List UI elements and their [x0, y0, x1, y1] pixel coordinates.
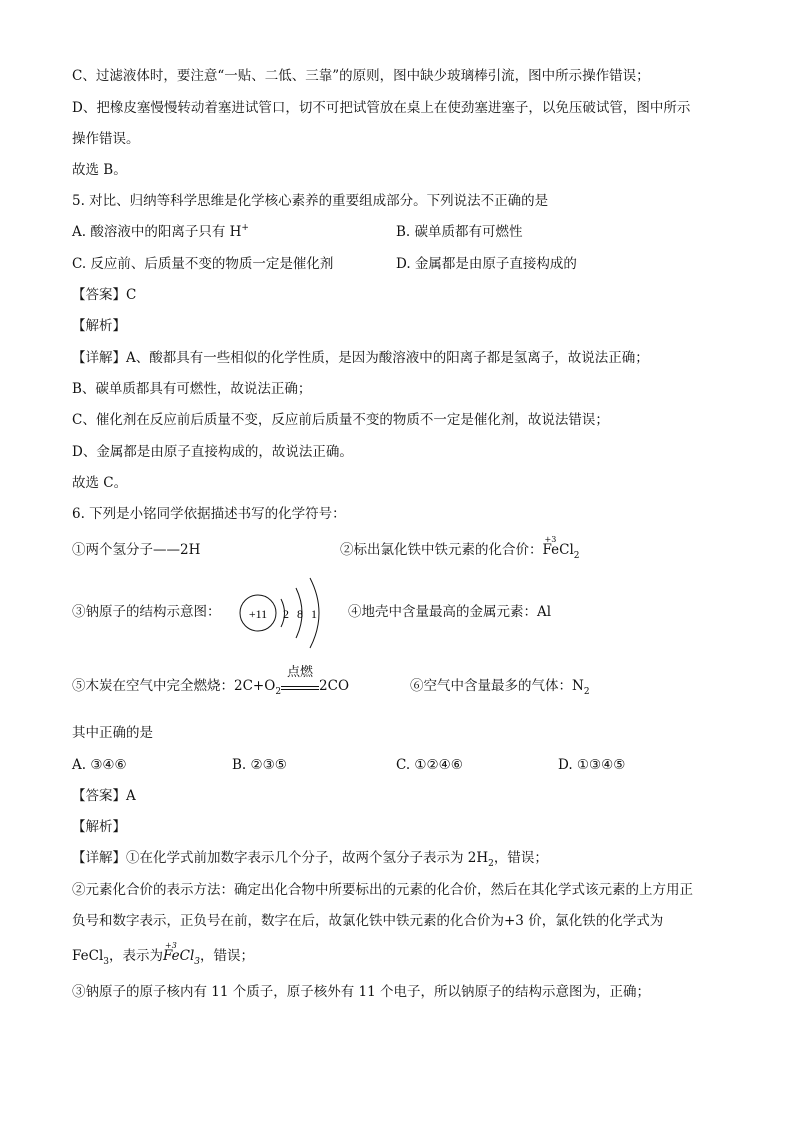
formula-text: FeCl [542, 542, 574, 558]
item-4: ④地壳中含量最高的金属元素：Al [348, 604, 552, 620]
text-line: ③钠原子的原子核内有 11 个质子，原子核外有 11 个电子，所以钠原子的结构示意图为，正确； [72, 984, 651, 1000]
text-line: C、催化剂在反应前后质量不变，反应前后质量不变的物质不一定是催化剂，故说法错误； [72, 412, 609, 428]
text-line: 【详解】A、酸都具有一些相似的化学性质，是因为酸溶液中的阳离子都是氢离子，故说法正确； [72, 350, 649, 366]
question-5: 5. 对比、归纳等科学思维是化学核心素养的重要组成部分。下列说法不正确的是 [72, 193, 549, 209]
formula-text: FeCl [163, 948, 195, 964]
equation-left: 2C+O [234, 678, 276, 694]
text-line: 故选 C。 [72, 475, 128, 491]
subscript: 2 [275, 687, 282, 697]
text-part: ，表示为 [109, 948, 163, 964]
option-5c: C. 反应前、后质量不变的物质一定是催化剂 [72, 256, 334, 272]
text-line: C、过滤液体时，要注意“一贴、二低、三靠”的原则，图中缺少玻璃棒引流，图中所示操作错误； [72, 68, 650, 84]
subscript: 2 [573, 551, 580, 561]
text-part: ，错误； [200, 948, 254, 964]
text-line [72, 849, 548, 869]
condition-text: 点燃 [287, 665, 314, 680]
item-6 [410, 677, 590, 697]
text-part: 【详解】①在化学式前加数字表示几个分子，故两个氢分子表示为 2H [72, 850, 489, 866]
shell-2-count: 8 [297, 607, 303, 621]
item-text: ⑤木炭在空气中完全燃烧： [72, 678, 234, 694]
text-line: 操作错误。 [72, 131, 140, 147]
text-line: 其中正确的是 [72, 725, 153, 741]
valence-formula [542, 535, 580, 561]
item-text: ⑥空气中含量最多的气体：N [410, 678, 584, 694]
option-5a [72, 223, 249, 243]
valence-mark: +3 [165, 941, 177, 950]
option-6d: D. ①③④⑤ [558, 757, 626, 773]
answer-label: 【答案】A [72, 788, 136, 804]
text-line: D、金属都是由原子直接构成的，故说法正确。 [72, 444, 353, 460]
reaction-condition [281, 665, 319, 690]
text-part: ，错误； [493, 850, 548, 866]
shell-3-count: 1 [311, 607, 317, 621]
text-part: FeCl [72, 948, 104, 964]
analysis-label: 【解析】 [72, 318, 126, 334]
item-2 [340, 535, 580, 561]
item-1: ①两个氢分子——2H [72, 542, 201, 558]
subscript: 3 [194, 957, 200, 967]
text-line: 故选 B。 [72, 162, 127, 178]
shell-1-count: 2 [283, 607, 289, 621]
subscript: 3 [103, 957, 109, 967]
option-6c: C. ①②④⑥ [396, 757, 463, 773]
subscript: 2 [583, 687, 590, 697]
text-line: ②元素化合价的表示方法：确定出化合物中所要标出的元素的化合价，然后在其化学式该元素的上方用正 [72, 882, 693, 898]
option-5d: D. 金属都是由原子直接构成的 [396, 256, 577, 272]
option-6b: B. ②③⑤ [232, 757, 287, 773]
item-5 [72, 665, 350, 697]
option-5b: B. 碳单质都有可燃性 [396, 224, 523, 240]
option-6a: A. ③④⑥ [72, 757, 127, 773]
nucleus-label: +11 [248, 607, 268, 621]
analysis-label: 【解析】 [72, 819, 126, 835]
item-text: ②标出氯化铁中铁元素的化合价： [340, 542, 543, 558]
item-3: ③钠原子的结构示意图： [72, 604, 221, 620]
text-line: 负号和数字表示，正负号在前，数字在后，故氯化铁中铁元素的化合价为+3 价，氯化铁的化学式为 [72, 913, 664, 929]
subscript: 2 [488, 859, 494, 869]
option-text: A. 酸溶液中的阳离子只有 H [72, 224, 242, 240]
valence-formula [163, 941, 200, 967]
question-6: 6. 下列是小铭同学依据描述书写的化学符号： [72, 506, 346, 522]
equation-right: 2CO [319, 678, 350, 694]
sodium-atom-diagram [236, 574, 326, 652]
valence-mark: +3 [544, 535, 557, 544]
text-line: D、把橡皮塞慢慢转动着塞进试管口，切不可把试管放在桌上在使劲塞进塞子，以免压破试管，图中所示 [72, 100, 691, 116]
text-line [72, 941, 254, 967]
text-line: B、碳单质都具有可燃性，故说法正确； [72, 381, 312, 397]
superscript: + [241, 223, 249, 233]
equals-sign [281, 686, 319, 690]
answer-label: 【答案】C [72, 287, 137, 303]
